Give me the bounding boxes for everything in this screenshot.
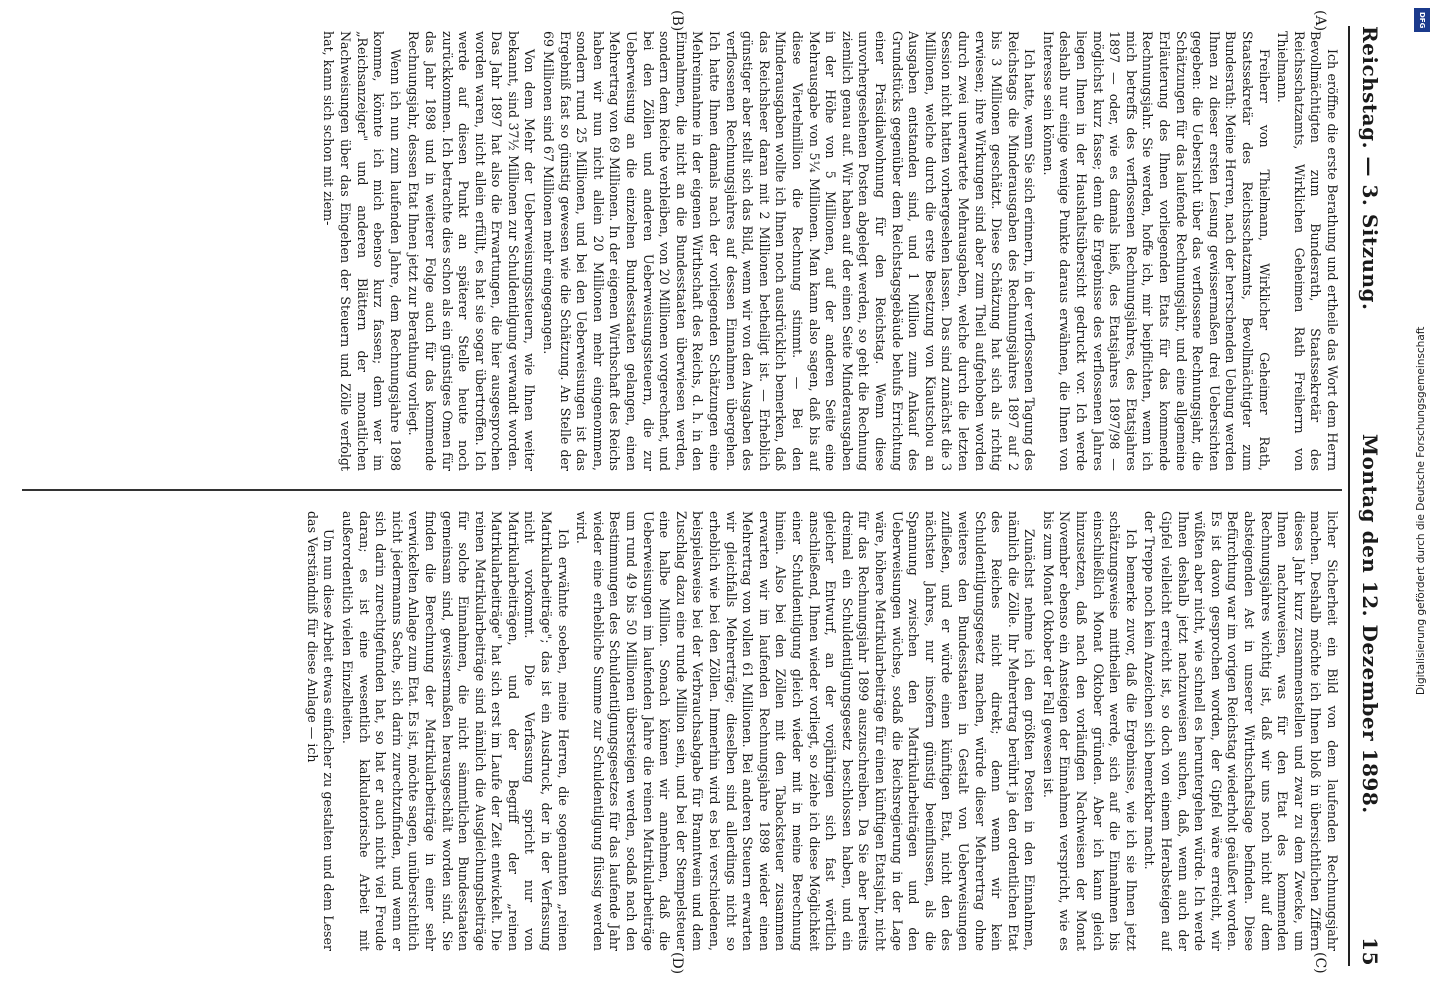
paragraph: licher Sicherheit ein Bild von dem laufenden Rechnungsjahr machen. Deshalb möchte ich Ihnen bloß in übersichtlichen Ziffern dieses Jahr kurz zusammenstellen und zwar zu dem Zwecke, um Ihnen nachzuweisen, was für den Etat des kommenden Rechnungsjahres wichtig ist, daß wir uns noch nicht auf dem absteigenden Ast in unserer Wirthschaftslage befinden. Diese Befürchtung war im vorigen Reichstag wiederholt geäußert worden. Es ist davon gesprochen worden, der Gipfel wäre erreicht, wir wüßten aber nicht, wie schnell es heruntergehen würde. Ich werde Ihnen deshalb jetzt nachzuweisen suchen, daß, wenn auch der Gipfel vielleicht erreicht ist, so doch von einem Herabsteigen auf der Treppe noch kein Anzeichen sich bemerkbar macht. — [1142, 511, 1340, 951]
margin-marker-b: (B) — [669, 10, 685, 32]
margin-marker-c: (C) — [1312, 952, 1328, 974]
paragraph: Ich bemerke zuvor, daß die Ergebnisse, wie ich sie Ihnen jetzt schätzungsweise mittheilen werde, sich auf die Einnahmen bis einschließlich Monat Oktober gründen. Aber ich kann gleich hinzusetzen, daß nach den vorläufigen Nachweisen der Monat November ebenso ein Ansteigen der Einnahmen verspricht, wie es bis zum Monat Oktober der Fall gewesen ist. — [1040, 511, 1139, 951]
digitization-note — [1413, 35, 1431, 695]
paragraph: Wenn ich nun zum laufenden Jahre, dem Rechnungsjahre 1898 komme, könnte ich mich ebenso kurz fassen; denn wer im „Reichsanzeiger" und anderen Blättern der monatlichen Nachweisungen über das Eingehen der Steuern und Zölle verfolgt hat, kann sich schon mit ziem- — [321, 31, 403, 471]
paragraph: Freiherr von Thielmann, Wirklicher Geheimer Rath, Staatssekretär des Reichsschatzamts, Bevollmächtigter zum Bundesrath: Meine Herren, nach der herrschenden Uebung werden Ihnen zu dieser ersten Lesung gewissermaßen drei Uebersichten gegeben: die Uebersicht über das verflossene Rechnungsjahr, die Schätzungen für das laufende Rechnungsjahr, und eine allgemeine Erläuterung des Ihnen vorliegenden Etats für das kommende Rechnungsjahr. Sie werden, hoffe ich, mir beipflichten, wenn ich mich betreffs des verflossenen Rechnungsjahres, des Etatsjahres 1897 — oder, wie es damals hieß, des Etatsjahres 1897/98 — möglichst kurz fasse; denn die Ergebnisse des verflossenen Jahres liegen Ihnen in der Haushaltsübersicht gedruckt vor. Ich werde deshalb nur einige wenige Punkte daraus erwähnen, die Ihnen von Interesse sein können. — [1040, 31, 1272, 471]
margin-marker-d: (D) — [669, 952, 685, 975]
paragraph: Um nun diese Arbeit etwas einfacher zu gestalten und dem Leser das Verständniß für diese Anlage — ich — [304, 511, 337, 951]
header-date: Montag den 12. Dezember 1898. — [1358, 433, 1382, 814]
left-column — [20, 31, 1340, 471]
paragraph: Ich eröffne die erste Berathung und ertheile das Wort dem Herrn Bevollmächtigten zum Bundesrath, Staatssekretär des Reichsschatzamts, Wirklichen Geheimen Rath Freiherrn von Thielmann. — [1275, 31, 1340, 471]
paragraph: Von dem Mehr der Ueberweisungssteuern, wie Ihnen weiter bekannt, sind 37½ Millionen zur Schuldentilgung verwandt worden. Das Jahr 1897 hat also die Erwartungen, die hier ausgesprochen worden waren, nicht allein erfüllt, es hat sie sogar übertroffen. Ich werde auf diesen Punkt an späterer Stelle heute noch zurückkommen. Ich betrachte dies schon als ein günstiges Omen für das Jahr 1898 und in weiterer Folge auch für das kommende Rechnungsjahr, dessen Etat Ihnen jetzt zur Berathung vorliegt. — [406, 31, 538, 471]
header-left: Reichstag. — 3. Sitzung. — [1358, 26, 1382, 311]
paragraph: Ich hatte, wenn Sie sich erinnern, in der verflossenen Tagung des Reichstags die Minderausgaben des Rechnungsjahres 1897 auf 2 bis 3 Millionen geschätzt. Diese Schätzung hat sich als richtig erwiesen; ihre Wirkungen sind aber zum Theil aufgehoben worden durch zwei unerwartete Mehrausgaben, welche durch die letzten Session nicht hatten vorhergesehen lassen. Das sind zunächst die 3 Millionen, welche durch die erste Besetzung von Kiautschou an Ausgaben entstanden sind, und 1 Million zum Ankauf des Grundstücks gegenüber dem Reichstagsgebäude behufs Errichtung einer Präsidialwohnung für den Reichstag. Wenn diese unvorhergesehenen Posten abgelegt werden, so geht die Rechnung ziemlich genau auf. Wir haben auf der einen Seite Minderausgaben in der Höhe von 5 Millionen, auf der anderen Seite eine Mehrausgabe von 5¼ Millionen. Man kann also sagen, daß bis auf diese Viertelmillion die Rechnung stimmt. — Bei den Minderausgaben wollte ich Ihnen noch ausdrücklich bemerken, daß das Reichsheer daran mit 2 Millionen betheiligt ist. — Erheblich günstiger aber stellt sich das Bild, wenn wir von den Ausgaben des verflossenen Rechnungsjahres auf dessen Einnahmen übergehen. Ich hatte Ihnen damals nach der vorliegenden Schätzungen eine Mehreinnahme in der eigenen Wirthschaft des Reichs, d. h. in den Einnahmen, die nicht an die Bundesstaaten überwiesen werden, sondern dem Reiche verbleiben, von 20 Millionen vorgerechnet, und bei den Zöllen und anderen Ueberweisungssteuern, die zur Ueberweisung an die einzelnen Bundesstaaten gelangen, einen Mehrertrag von 69 Millionen. In der eigenen Wirthschaft des Reichs haben wir nun nicht allein 20 Millionen mehr eingenommen, sondern rund 25 Millionen, und bei den Ueberweisungen ist das Ergebniß fast so günstig gewesen wie die Schätzung. An Stelle der 69 Millionen sind 67 Millionen mehr eingegangen. — [541, 31, 1038, 471]
right-column — [20, 511, 1340, 951]
dfg-logo: DFG — [1414, 8, 1430, 32]
margin-marker-a: (A) — [1312, 10, 1328, 32]
paragraph: Zunächst nehme ich den größten Posten in den Einnahmen, nämlich die Zölle. Ihr Mehrertrag berührt ja den ordentlichen Etat des Reiches nicht direkt; denn wenn wir kein Schuldentilgungsgesetz machen, würde dieser Mehrertrag ohne weiteres den Bundesstaaten in Gestalt von Ueberweisungen zufließen, und er würde einen künftigen Etat, nicht den des nächsten Jahres, nur insofern günstig beeinflussen, als die Spannung zwischen den Matrikularbeiträgen und den Ueberweisungen wüchse, sodaß die Reichsregierung in der Lage wäre, höhere Matrikularbeiträge für einen künftigen Etatsjahr, nicht für das Rechnungsjahr 1899 auszuschreiben. Da Sie aber bereits dreimal ein Schuldentilgungsgesetz beschlossen haben, und ein gleicher Entwurf, an der vorjährigen sich fast wörtlich anschließend, Ihnen wieder vorliegt, so ziehe ich diese Möglichkeit einer Schuldentilgung gleich wieder mit in meine Berechnung hinein. Also bei den Zöllen mit den Tabacksteuer zusammen erwarten wir im laufenden Rechnungsjahre 1898 wieder einen Mehrertrag von vollen 61 Millionen. Bei anderen Steuern erwarten wir gleichfalls Mehrerträge; dieselben sind allerdings nicht so erheblich wie bei den Zöllen. Immerhin wird es bei verschiedenen, beispielsweise bei der Verbrauchsabgabe für Branntwein und dem Zuschlag dazu eine runde Million sein, und bei der Stempelsteuer eine halbe Million. Sonach können wir annehmen, daß die Ueberweisungen im laufenden Jahre die reinen Matrikularbeiträge um rund 49 bis 50 Millionen übersteigen werden, sodaß nach den Bestimmungen des Schuldentilgungsgesetzes für das laufende Jahr wieder eine erhebliche Summe zur Schuldentilgung flüssig werden wird. — [574, 511, 1038, 951]
page-header — [1348, 26, 1390, 966]
digitization-note-text: Digitalisierung gefördert durch die Deutsche Forschungsgemeinschaft — [1415, 326, 1427, 695]
document-page — [0, 6, 1410, 986]
paragraph: Ich erwähnte soeben, meine Herren, die sogenannten „reinen Matrikularbeiträge"; das ist ein Ausdruck, der in der Verfassung nicht vorkommt. Die Verfassung spricht nur von Matrikularbeiträgen, und der Begriff der „reinen Matrikularbeiträge" hat sich erst im Laufe der Zeit entwickelt. Die reinen Matrikularbeiträge sind nämlich die Ausgleichungsbeiträge für solche Einnahmen, die nicht sämmtlichen Bundesstaaten gemeinsam sind, gewissermaßen herausgeschält worden sind. Sie finden die Berechnung der Matrikularbeiträge in einer sehr verwickelten Anlage zum Etat. Es ist, möchte sagen, unübersichtlich nicht jedermanns Sache, sich darin zurechtzufinden, und wenn er sich darin zurechtgefunden hat, so hat er auch nicht viel Freude daran; es ist eine wesentlich kalkulatorische Arbeit mit außerordentlich vielen Einzelheiten. — [339, 511, 571, 951]
page-number: 15 — [1358, 937, 1382, 966]
column-divider — [22, 489, 1342, 491]
